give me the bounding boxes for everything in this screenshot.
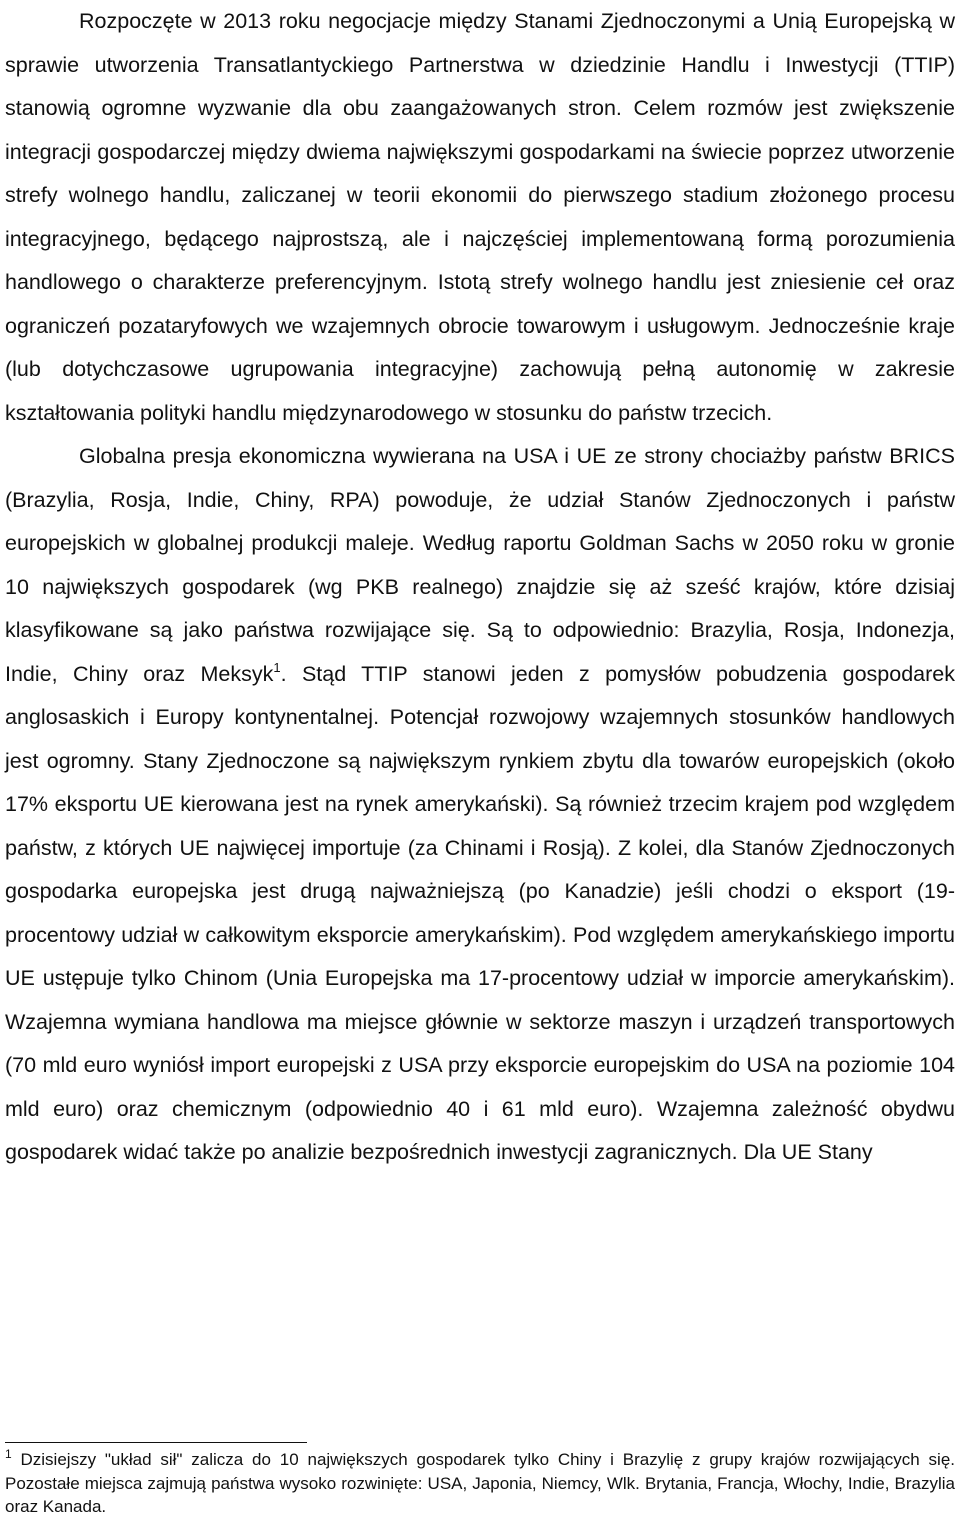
footnote-marker: 1 bbox=[5, 1447, 12, 1461]
paragraph-1-text: Rozpoczęte w 2013 roku negocjacje między Stanami Zjednoczonymi a Unią Europejską w sprawie utworzenia Transatlantyckiego Partnerstwa w dziedzinie Handlu i Inwestycji (TTIP) stanowią ogromne wyzwanie dla obu zaangażowanych stron. Celem rozmów jest zwiększenie integracji gospodarczej między dwiema największymi gospodarkami na świecie poprzez utworzenie strefy wolnego handlu, zaliczanej w teorii ekonomii do pierwszego stadium złożonego procesu integracyjnego, będącego najprostszą, ale i najczęściej implementowaną formą porozumienia handlowego o charakterze preferencyjnym. Istotą strefy wolnego handlu jest zniesienie ceł oraz ograniczeń pozataryfowych we wzajemnych obrocie towarowym i usługowym. Jednocześnie kraje (lub dotychczasowe ugrupowania integracyjne) zachowują pełną autonomię w zakresie kształtowania polityki handlu międzynarodowego w stosunku do państw trzecich. bbox=[5, 9, 955, 425]
footnote-text: Dzisiejszy "układ sił" zalicza do 10 największych gospodarek tylko Chiny i Brazylię z grupy krajów rozwijających się. Pozostałe miejsca zajmują państwa wysoko rozwinięte: USA, Japonia, Niemcy, Wlk. Brytania, Francja, Włochy, Indie, Brazylia oraz Kanada. bbox=[5, 1450, 955, 1516]
paragraph-global-pressure bbox=[5, 435, 955, 1175]
document-body bbox=[5, 0, 955, 1175]
paragraph-ttip-intro bbox=[5, 0, 955, 435]
paragraph-2-text-after: . Stąd TTIP stanowi jeden z pomysłów pobudzenia gospodarek anglosaskich i Europy kontynentalnej. Potencjał rozwojowy wzajemnych stosunków handlowych jest ogromny. Stany Zjednoczone są największym rynkiem zbytu dla towarów europejskich (około 17% eksportu UE kierowana jest na rynek amerykański). Są również trzecim krajem pod względem państw, z których UE najwięcej importuje (za Chinami i Rosją). Z kolei, dla Stanów Zjednoczonych gospodarka europejska jest drugą najważniejszą (po Kanadzie) jeśli chodzi o eksport (19-procentowy udział w całkowitym eksporcie amerykańskim). Pod względem amerykańskiego importu UE ustępuje tylko Chinom (Unia Europejska ma 17-procentowy udział w imporcie amerykańskim). Wzajemna wymiana handlowa ma miejsce głównie w sektorze maszyn i urządzeń transportowych (70 mld euro wyniósł import europejski z USA przy eksporcie europejskim do USA na poziomie 104 mld euro) oraz chemicznym (odpowiednio 40 i 61 mld euro). Wzajemna zależność obydwu gospodarek widać także po analizie bezpośrednich inwestycji zagranicznych. Dla UE Stany bbox=[5, 661, 955, 1164]
footnote-separator bbox=[5, 1442, 307, 1443]
footnote-1 bbox=[5, 1448, 955, 1519]
paragraph-2-text-before: Globalna presja ekonomiczna wywierana na USA i UE ze strony chociażby państw BRICS (Brazylia, Rosja, Indie, Chiny, RPA) powoduje, że udział Stanów Zjednoczonych i państw europejskich w globalnej produkcji maleje. Według raportu Goldman Sachs w 2050 roku w gronie 10 największych gospodarek (wg PKB realnego) znajdzie się aż sześć krajów, które dzisiaj klasyfikowane są jako państwa rozwijające się. Są to odpowiednio: Brazylia, Rosja, Indonezja, Indie, Chiny oraz Meksyk bbox=[5, 444, 955, 686]
footnote-reference[interactable]: 1 bbox=[273, 659, 281, 675]
